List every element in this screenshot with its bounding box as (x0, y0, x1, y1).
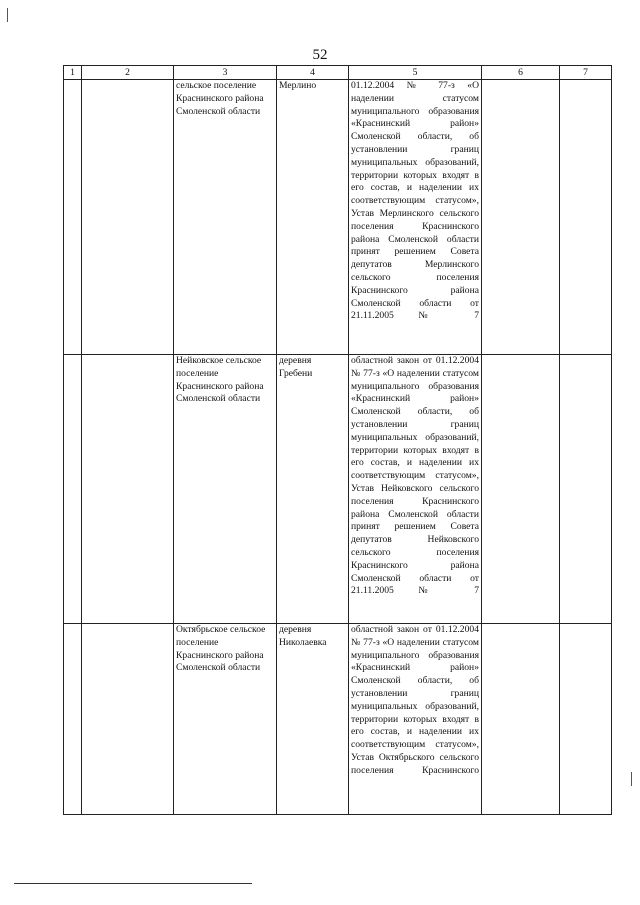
cell-col6 (482, 624, 560, 815)
page-number: 52 (312, 47, 328, 63)
cell-col1 (64, 624, 82, 815)
cell-col7 (560, 355, 612, 624)
table-row (64, 624, 612, 815)
cell-center: деревня Гребени (277, 355, 349, 624)
cell-settlement: сельское поселение Краснинского района Смоленской области (174, 80, 277, 355)
scan-mark-right-edge (631, 772, 632, 786)
cell-col2 (82, 355, 174, 624)
cell-center: деревня Николаевка (277, 624, 349, 815)
cell-settlement: Октябрьское сельское поселение Краснинского района Смоленской области (174, 624, 277, 815)
header-row (64, 66, 612, 80)
column-header: 3 (174, 66, 277, 80)
cell-col1 (64, 355, 82, 624)
registry-table (63, 65, 612, 815)
cell-col7 (560, 80, 612, 355)
cell-col6 (482, 355, 560, 624)
column-header: 1 (64, 66, 82, 80)
table-row (64, 355, 612, 624)
cell-col7 (560, 624, 612, 815)
table-row (64, 80, 612, 355)
cell-col2 (82, 624, 174, 815)
cell-legal-basis: областной закон от 01.12.2004 № 77-з «О наделении статусом муниципального образования «Краснинский район» Смоленской области, об установлении границ муниципальных образований, территории которых входят в его состав, и наделении их соответствующим статусом», Устав Нейковского сельского поселения Краснинского района Смоленской области принят решением Совета депутатов Нейковского сельского поселения Краснинского района Смоленской области от 21.11.2005 № 7 (349, 355, 482, 624)
cell-col2 (82, 80, 174, 355)
footer-rule (14, 883, 252, 884)
column-header: 7 (560, 66, 612, 80)
cell-center: Мерлино (277, 80, 349, 355)
cell-col1 (64, 80, 82, 355)
cell-legal-basis: областной закон от 01.12.2004 № 77-з «О наделении статусом муниципального образования «Краснинский район» Смоленской области, об установлении границ муниципальных образований, территории которых входят в его состав, и наделении их соответствующим статусом», Устав Октябрьского сельского поселения Краснинского (349, 624, 482, 815)
cell-settlement: Нейковское сельское поселение Краснинского района Смоленской области (174, 355, 277, 624)
column-header: 6 (482, 66, 560, 80)
scan-mark-top-left (7, 8, 8, 22)
cell-col6 (482, 80, 560, 355)
column-header: 5 (349, 66, 482, 80)
column-header: 4 (277, 66, 349, 80)
column-header: 2 (82, 66, 174, 80)
cell-legal-basis: 01.12.2004 № 77-з «О наделении статусом муниципального образования «Краснинский район» Смоленской области, об установлении границ муниципальных образований, территории которых входят в его состав, и наделении их соответствующим статусом», Устав Мерлинского сельского поселения Краснинского района Смоленской области принят решением Совета депутатов Мерлинского сельского поселения Краснинского района Смоленской области от 21.11.2005 № 7 (349, 80, 482, 355)
